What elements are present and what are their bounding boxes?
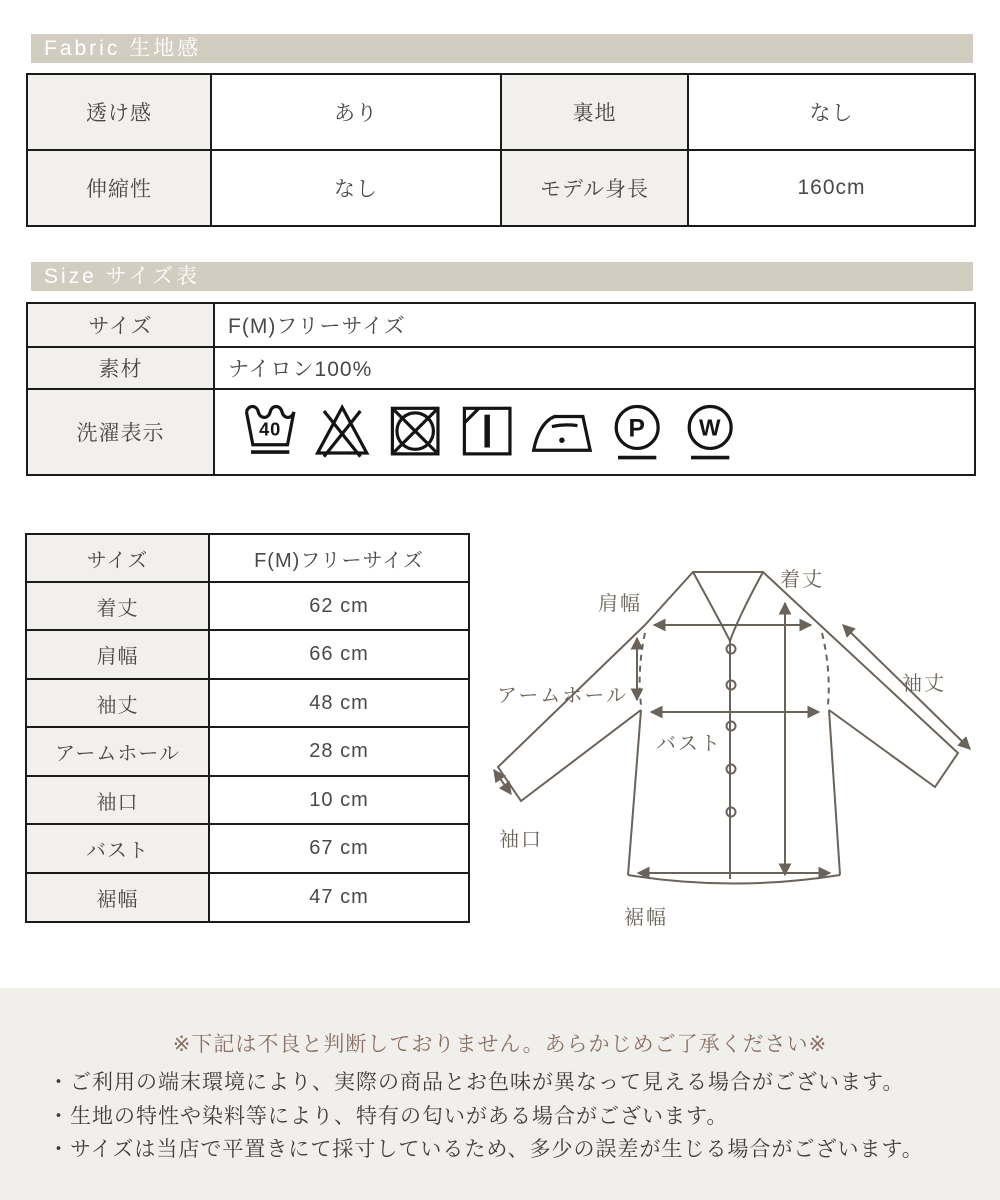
do-not-tumble-dry-icon [386,401,444,463]
fabric-value-model-height: 160cm [688,150,975,226]
table-row [26,630,469,679]
size-section-header: Size サイズ表 [31,262,973,291]
fabric-value-lining: なし [688,74,975,150]
care-label: 洗濯表示 [27,389,214,475]
size-label: サイズ [27,303,214,347]
meas-header-value: F(M)フリーサイズ [209,534,469,582]
table-row [27,389,975,475]
notes-section [0,988,1000,1200]
table-row [27,303,975,347]
table-row [27,74,975,150]
svg-text:W: W [698,414,721,441]
diagram-label-body-length: 着丈 [780,569,824,591]
table-row [26,824,469,873]
fabric-value-sheerness: あり [211,74,501,150]
size-value: F(M)フリーサイズ [214,303,975,347]
meas-value-shoulder: 66 cm [209,630,469,679]
shirt-outline-drawing [488,545,993,940]
svg-text:40: 40 [259,418,282,440]
wet-clean-w-icon [681,401,739,463]
fabric-label-lining: 裏地 [501,74,688,150]
table-row [26,679,469,727]
dry-clean-p-icon [608,401,666,463]
diagram-label-sleeve-length: 袖丈 [902,673,946,695]
meas-value-length: 62 cm [209,582,469,630]
fabric-value-stretch: なし [211,150,501,226]
table-row [26,727,469,776]
line-dry-in-shade-icon [458,401,516,463]
care-symbols-row [228,401,974,463]
table-row [26,534,469,582]
notes-item-smell: ・生地の特性や染料等により、特有の匂いがある場合がございます。 [48,1105,729,1128]
meas-value-bust: 67 cm [209,824,469,873]
meas-label-bust: バスト [26,824,209,873]
do-not-bleach-icon [313,401,371,463]
meas-value-cuff: 10 cm [209,776,469,824]
diagram-label-cuff: 袖口 [499,829,543,851]
size-info-table [26,302,976,476]
meas-label-length: 着丈 [26,582,209,630]
meas-label-sleeve: 袖丈 [26,679,209,727]
notes-title: ※下記は不良と判断しておりません。あらかじめご了承ください※ [172,1033,828,1056]
fabric-label-stretch: 伸縮性 [27,150,211,226]
wash-40-icon [241,401,299,463]
table-row [26,873,469,922]
diagram-label-bust: バスト [656,733,722,755]
diagram-label-shoulder-width: 肩幅 [598,593,642,615]
meas-label-cuff: 袖口 [26,776,209,824]
fabric-label-sheerness: 透け感 [27,74,211,150]
iron-low-icon [530,401,594,463]
meas-header-label: サイズ [26,534,209,582]
notes-item-color: ・ご利用の端末環境により、実際の商品とお色味が異なって見える場合がございます。 [48,1071,905,1094]
fabric-label-model-height: モデル身長 [501,150,688,226]
fabric-table [26,73,976,227]
diagram-label-hem-width: 裾幅 [624,907,668,929]
notes-item-measurement: ・サイズは当店で平置きにて採寸しているため、多少の誤差が生じる場合がございます。 [48,1138,924,1161]
table-row [26,582,469,630]
meas-value-armhole: 28 cm [209,727,469,776]
material-value: ナイロン100% [214,347,975,389]
meas-value-hem: 47 cm [209,873,469,922]
meas-label-hem: 裾幅 [26,873,209,922]
shirt-diagram [488,545,993,940]
measurements-table [25,533,470,923]
meas-label-shoulder: 肩幅 [26,630,209,679]
fabric-section-header: Fabric 生地感 [31,34,973,63]
diagram-label-armhole: アームホール [497,685,628,707]
table-row [27,347,975,389]
table-row [26,776,469,824]
meas-value-sleeve: 48 cm [209,679,469,727]
table-row [27,150,975,226]
material-label: 素材 [27,347,214,389]
meas-label-armhole: アームホール [26,727,209,776]
svg-text:P: P [628,415,647,443]
